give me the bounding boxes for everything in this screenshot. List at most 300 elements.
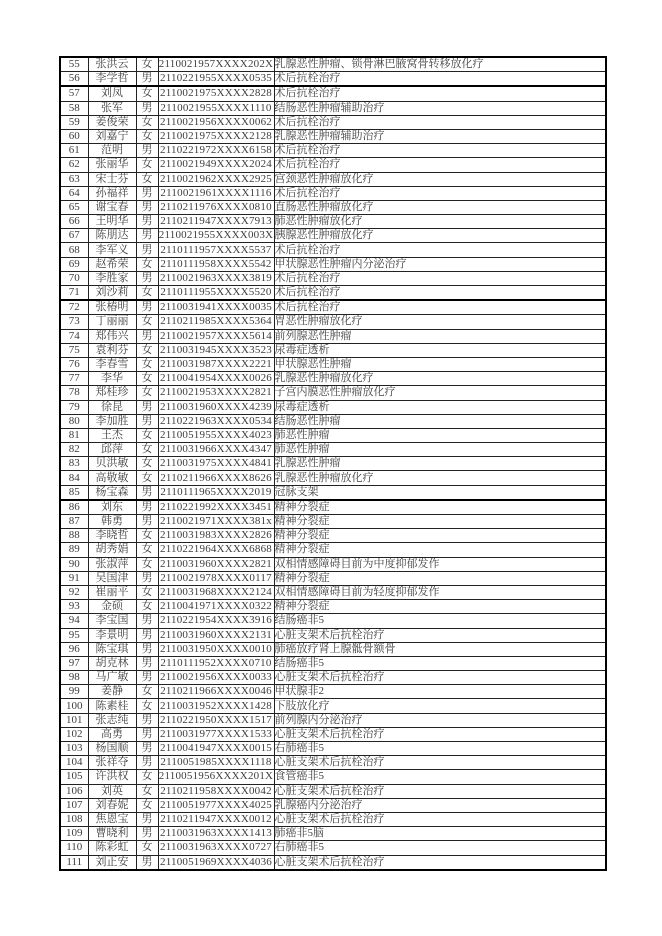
row-number-cell: 101	[60, 713, 88, 727]
row-number-cell: 76	[60, 357, 88, 371]
row-number-cell: 98	[60, 671, 88, 685]
row-number-cell: 109	[60, 827, 88, 841]
gender-cell: 男	[136, 756, 158, 770]
table-row	[60, 286, 606, 301]
treatment-cell: 术后抗栓治疗	[274, 186, 606, 200]
treatment-cell: 右肺癌非5	[274, 742, 606, 756]
treatment-cell: 术后抗栓治疗	[274, 115, 606, 129]
id-number-cell: 2110031963XXXX0727	[158, 841, 274, 855]
id-number-cell: 2110021963XXXX3819	[158, 271, 274, 285]
table-row	[60, 841, 606, 855]
id-number-cell: 2110031960XXXX2131	[158, 628, 274, 642]
id-number-cell: 2110041954XXXX0026	[158, 372, 274, 386]
table-row	[60, 86, 606, 101]
name-cell: 胡克林	[88, 656, 136, 670]
treatment-cell: 双相情感障碍目前为轻度抑郁发作	[274, 585, 606, 599]
table-row	[60, 784, 606, 798]
treatment-cell: 术后抗栓治疗	[274, 144, 606, 158]
treatment-cell: 心脏支架术后抗栓治疗	[274, 628, 606, 642]
id-number-cell: 2110221964XXXX6868	[158, 543, 274, 557]
gender-cell: 女	[136, 443, 158, 457]
name-cell: 刘嘉宁	[88, 129, 136, 143]
row-number-cell: 106	[60, 784, 88, 798]
name-cell: 陈朋达	[88, 229, 136, 243]
row-number-cell: 67	[60, 229, 88, 243]
name-cell: 贝洪敏	[88, 457, 136, 471]
row-number-cell: 89	[60, 543, 88, 557]
id-number-cell: 2110031945XXXX3523	[158, 343, 274, 357]
treatment-cell: 精神分裂症	[274, 543, 606, 557]
treatment-cell: 乳腺恶性肿瘤、锁骨淋巴腋窝骨转移放化疗	[274, 57, 606, 72]
gender-cell: 女	[136, 172, 158, 186]
treatment-cell: 结肠癌非5	[274, 614, 606, 628]
id-number-cell: 2110051969XXXX4036	[158, 855, 274, 870]
row-number-cell: 87	[60, 515, 88, 529]
row-number-cell: 82	[60, 443, 88, 457]
table-row	[60, 571, 606, 585]
row-number-cell: 69	[60, 257, 88, 271]
treatment-cell: 乳腺恶性肿瘤放化疗	[274, 372, 606, 386]
name-cell: 徐昆	[88, 400, 136, 414]
name-cell: 胡秀娟	[88, 543, 136, 557]
row-number-cell: 66	[60, 215, 88, 229]
gender-cell: 女	[136, 685, 158, 699]
name-cell: 刘英	[88, 784, 136, 798]
gender-cell: 男	[136, 400, 158, 414]
row-number-cell: 97	[60, 656, 88, 670]
treatment-cell: 胰腺恶性肿瘤放化疗	[274, 229, 606, 243]
name-cell: 宋士芬	[88, 172, 136, 186]
treatment-cell: 尿毒症透析	[274, 400, 606, 414]
row-number-cell: 68	[60, 243, 88, 257]
treatment-cell: 术后抗栓治疗	[274, 243, 606, 257]
id-number-cell: 2110211958XXXX0042	[158, 784, 274, 798]
table-row	[60, 685, 606, 699]
gender-cell: 男	[136, 855, 158, 870]
id-number-cell: 2110111958XXXX5542	[158, 257, 274, 271]
name-cell: 李春雪	[88, 357, 136, 371]
id-number-cell: 2110211947XXXX0012	[158, 812, 274, 826]
table-row	[60, 827, 606, 841]
name-cell: 孙福祥	[88, 186, 136, 200]
gender-cell: 男	[136, 300, 158, 315]
treatment-cell: 乳腺恶性肿瘤	[274, 457, 606, 471]
table-row	[60, 457, 606, 471]
treatment-cell: 甲状腺恶性肿瘤内分泌治疗	[274, 257, 606, 271]
row-number-cell: 100	[60, 699, 88, 713]
row-number-cell: 55	[60, 57, 88, 72]
treatment-cell: 甲状腺非2	[274, 685, 606, 699]
table-row	[60, 186, 606, 200]
row-number-cell: 83	[60, 457, 88, 471]
treatment-cell: 术后抗栓治疗	[274, 286, 606, 301]
treatment-cell: 精神分裂症	[274, 600, 606, 614]
id-number-cell: 2110021953XXXX2821	[158, 386, 274, 400]
treatment-cell: 结肠恶性肿瘤	[274, 414, 606, 428]
table-row	[60, 129, 606, 143]
row-number-cell: 57	[60, 86, 88, 101]
id-number-cell: 2110111952XXXX0710	[158, 656, 274, 670]
id-number-cell: 2110111957XXXX5537	[158, 243, 274, 257]
gender-cell: 男	[136, 72, 158, 87]
row-number-cell: 84	[60, 471, 88, 485]
table-row	[60, 642, 606, 656]
gender-cell: 女	[136, 471, 158, 485]
gender-cell: 男	[136, 186, 158, 200]
table-row	[60, 329, 606, 343]
id-number-cell: 2110031963XXXX1413	[158, 827, 274, 841]
table-row	[60, 357, 606, 371]
treatment-cell: 胃恶性肿瘤放化疗	[274, 315, 606, 329]
id-number-cell: 2110221954XXXX3916	[158, 614, 274, 628]
row-number-cell: 111	[60, 855, 88, 870]
gender-cell: 男	[136, 827, 158, 841]
treatment-cell: 心脏支架术后抗栓治疗	[274, 812, 606, 826]
table-row	[60, 300, 606, 315]
name-cell: 许洪权	[88, 770, 136, 784]
table-row	[60, 713, 606, 727]
name-cell: 李景明	[88, 628, 136, 642]
row-number-cell: 102	[60, 727, 88, 741]
id-number-cell: 2110051977XXXX4025	[158, 798, 274, 812]
table-row	[60, 543, 606, 557]
id-number-cell: 2110031950XXXX0010	[158, 642, 274, 656]
table-row	[60, 742, 606, 756]
gender-cell: 女	[136, 600, 158, 614]
id-number-cell: 2110221972XXXX6158	[158, 144, 274, 158]
table-body	[60, 57, 606, 870]
gender-cell: 女	[136, 158, 158, 172]
treatment-cell: 心脏支架术后抗栓治疗	[274, 727, 606, 741]
name-cell: 张军	[88, 101, 136, 115]
name-cell: 李晓哲	[88, 529, 136, 543]
name-cell: 姜俊荣	[88, 115, 136, 129]
row-number-cell: 61	[60, 144, 88, 158]
table-row	[60, 271, 606, 285]
table-row	[60, 315, 606, 329]
treatment-cell: 双相情感障碍目前为中度抑郁发作	[274, 557, 606, 571]
name-cell: 王明华	[88, 215, 136, 229]
name-cell: 陈彩虹	[88, 841, 136, 855]
treatment-cell: 术后抗栓治疗	[274, 86, 606, 101]
name-cell: 张淑萍	[88, 557, 136, 571]
id-number-cell: 2110021956XXXX0062	[158, 115, 274, 129]
name-cell: 张椿明	[88, 300, 136, 315]
gender-cell: 女	[136, 115, 158, 129]
treatment-cell: 心脏支架术后抗栓治疗	[274, 784, 606, 798]
name-cell: 邱萍	[88, 443, 136, 457]
gender-cell: 男	[136, 414, 158, 428]
row-number-cell: 96	[60, 642, 88, 656]
gender-cell: 女	[136, 343, 158, 357]
treatment-cell: 肺癌放疗肾上腺骶骨额骨	[274, 642, 606, 656]
id-number-cell: 2110111965XXXX2019	[158, 485, 274, 500]
name-cell: 刘凤	[88, 86, 136, 101]
table-row	[60, 158, 606, 172]
name-cell: 赵希荣	[88, 257, 136, 271]
treatment-cell: 心脏支架术后抗栓治疗	[274, 855, 606, 870]
row-number-cell: 77	[60, 372, 88, 386]
name-cell: 李加胜	[88, 414, 136, 428]
gender-cell: 女	[136, 543, 158, 557]
gender-cell: 男	[136, 485, 158, 500]
id-number-cell: 2110021971XXXX381x	[158, 515, 274, 529]
row-number-cell: 91	[60, 571, 88, 585]
patient-roster-table	[59, 56, 607, 871]
name-cell: 刘东	[88, 500, 136, 515]
gender-cell: 女	[136, 386, 158, 400]
row-number-cell: 59	[60, 115, 88, 129]
id-number-cell: 2110031987XXXX2221	[158, 357, 274, 371]
table-row	[60, 812, 606, 826]
gender-cell: 女	[136, 699, 158, 713]
gender-cell: 男	[136, 200, 158, 214]
id-number-cell: 2110051955XXXX4023	[158, 428, 274, 442]
table-row	[60, 770, 606, 784]
treatment-cell: 前列腺恶性肿瘤	[274, 329, 606, 343]
name-cell: 姜静	[88, 685, 136, 699]
id-number-cell: 2110031975XXXX4841	[158, 457, 274, 471]
treatment-cell: 尿毒症透析	[274, 343, 606, 357]
table-row	[60, 386, 606, 400]
table-row	[60, 428, 606, 442]
gender-cell: 女	[136, 557, 158, 571]
table-row	[60, 372, 606, 386]
row-number-cell: 104	[60, 756, 88, 770]
gender-cell: 男	[136, 656, 158, 670]
id-number-cell: 2110041947XXXX0015	[158, 742, 274, 756]
gender-cell: 男	[136, 243, 158, 257]
id-number-cell: 2110021975XXXX2828	[158, 86, 274, 101]
id-number-cell: 2110031968XXXX2124	[158, 585, 274, 599]
gender-cell: 男	[136, 642, 158, 656]
id-number-cell: 2110021975XXXX2128	[158, 129, 274, 143]
table-row	[60, 600, 606, 614]
row-number-cell: 93	[60, 600, 88, 614]
treatment-cell: 精神分裂症	[274, 515, 606, 529]
id-number-cell: 2110031960XXXX2821	[158, 557, 274, 571]
name-cell: 吴国津	[88, 571, 136, 585]
name-cell: 杨宝森	[88, 485, 136, 500]
gender-cell: 女	[136, 798, 158, 812]
treatment-cell: 乳腺恶性肿瘤辅助治疗	[274, 129, 606, 143]
id-number-cell: 2110021962XXXX2925	[158, 172, 274, 186]
gender-cell: 女	[136, 86, 158, 101]
id-number-cell: 2110021978XXXX0117	[158, 571, 274, 585]
name-cell: 李军义	[88, 243, 136, 257]
id-number-cell: 2110111955XXXX5520	[158, 286, 274, 301]
gender-cell: 女	[136, 841, 158, 855]
row-number-cell: 79	[60, 400, 88, 414]
treatment-cell: 术后抗栓治疗	[274, 158, 606, 172]
treatment-cell: 宫颈恶性肿瘤放化疗	[274, 172, 606, 186]
treatment-cell: 精神分裂症	[274, 571, 606, 585]
table-row	[60, 529, 606, 543]
row-number-cell: 80	[60, 414, 88, 428]
table-row	[60, 144, 606, 158]
id-number-cell: 2110031952XXXX1428	[158, 699, 274, 713]
id-number-cell: 2110021957XXXX5614	[158, 329, 274, 343]
row-number-cell: 62	[60, 158, 88, 172]
table-row	[60, 855, 606, 870]
gender-cell: 女	[136, 529, 158, 543]
table-row	[60, 115, 606, 129]
treatment-cell: 术后抗栓治疗	[274, 300, 606, 315]
name-cell: 范明	[88, 144, 136, 158]
row-number-cell: 105	[60, 770, 88, 784]
table-row	[60, 471, 606, 485]
gender-cell: 男	[136, 812, 158, 826]
row-number-cell: 99	[60, 685, 88, 699]
name-cell: 李宝国	[88, 614, 136, 628]
table-row	[60, 414, 606, 428]
treatment-cell: 结肠恶性肿瘤辅助治疗	[274, 101, 606, 115]
gender-cell: 女	[136, 257, 158, 271]
treatment-cell: 术后抗栓治疗	[274, 72, 606, 87]
row-number-cell: 88	[60, 529, 88, 543]
gender-cell: 女	[136, 372, 158, 386]
table-row	[60, 101, 606, 115]
row-number-cell: 63	[60, 172, 88, 186]
row-number-cell: 110	[60, 841, 88, 855]
row-number-cell: 78	[60, 386, 88, 400]
gender-cell: 女	[136, 770, 158, 784]
treatment-cell: 结肠癌非5	[274, 656, 606, 670]
gender-cell: 男	[136, 329, 158, 343]
id-number-cell: 2110211966XXXX8626	[158, 471, 274, 485]
treatment-cell: 直肠恶性肿瘤放化疗	[274, 200, 606, 214]
treatment-cell: 心脏支架术后抗栓治疗	[274, 756, 606, 770]
table-row	[60, 585, 606, 599]
gender-cell: 男	[136, 571, 158, 585]
treatment-cell: 术后抗栓治疗	[274, 271, 606, 285]
id-number-cell: 2110031983XXXX2826	[158, 529, 274, 543]
gender-cell: 男	[136, 215, 158, 229]
row-number-cell: 72	[60, 300, 88, 315]
name-cell: 李华	[88, 372, 136, 386]
row-number-cell: 94	[60, 614, 88, 628]
id-number-cell: 2110031941XXXX0035	[158, 300, 274, 315]
table-row	[60, 628, 606, 642]
id-number-cell: 2110221992XXXX3451	[158, 500, 274, 515]
name-cell: 刘沙莉	[88, 286, 136, 301]
id-number-cell: 2110031966XXXX4347	[158, 443, 274, 457]
name-cell: 张志纯	[88, 713, 136, 727]
gender-cell: 男	[136, 271, 158, 285]
row-number-cell: 81	[60, 428, 88, 442]
row-number-cell: 75	[60, 343, 88, 357]
id-number-cell: 2110221963XXXX0534	[158, 414, 274, 428]
table-row	[60, 557, 606, 571]
treatment-cell: 前列腺内分泌治疗	[274, 713, 606, 727]
table-row	[60, 699, 606, 713]
id-number-cell: 2110021949XXXX2024	[158, 158, 274, 172]
id-number-cell: 2110211966XXXX0046	[158, 685, 274, 699]
table-row	[60, 485, 606, 500]
name-cell: 李胜家	[88, 271, 136, 285]
name-cell: 刘春妮	[88, 798, 136, 812]
table-row	[60, 400, 606, 414]
gender-cell: 男	[136, 671, 158, 685]
id-number-cell: 2110051985XXXX1118	[158, 756, 274, 770]
row-number-cell: 85	[60, 485, 88, 500]
table-row	[60, 257, 606, 271]
table-row	[60, 500, 606, 515]
name-cell: 马广敏	[88, 671, 136, 685]
name-cell: 金硕	[88, 600, 136, 614]
name-cell: 郑桂珍	[88, 386, 136, 400]
name-cell: 韩勇	[88, 515, 136, 529]
name-cell: 李学哲	[88, 72, 136, 87]
gender-cell: 男	[136, 628, 158, 642]
id-number-cell: 2110221955XXXX0535	[158, 72, 274, 87]
table-row	[60, 798, 606, 812]
treatment-cell: 右肺癌非5	[274, 841, 606, 855]
name-cell: 张祥夺	[88, 756, 136, 770]
id-number-cell: 2110031960XXXX4239	[158, 400, 274, 414]
row-number-cell: 70	[60, 271, 88, 285]
table-row	[60, 515, 606, 529]
name-cell: 袁利芬	[88, 343, 136, 357]
treatment-cell: 乳腺癌内分泌治疗	[274, 798, 606, 812]
table-row	[60, 72, 606, 87]
name-cell: 丁丽丽	[88, 315, 136, 329]
table-row	[60, 614, 606, 628]
gender-cell: 男	[136, 229, 158, 243]
id-number-cell: 2110041971XXXX0322	[158, 600, 274, 614]
treatment-cell: 肺恶性肿瘤	[274, 443, 606, 457]
gender-cell: 女	[136, 129, 158, 143]
name-cell: 陈宝琪	[88, 642, 136, 656]
gender-cell: 男	[136, 727, 158, 741]
treatment-cell: 子宫内膜恶性肿瘤放化疗	[274, 386, 606, 400]
id-number-cell: 2110021961XXXX1116	[158, 186, 274, 200]
row-number-cell: 107	[60, 798, 88, 812]
name-cell: 张丽华	[88, 158, 136, 172]
gender-cell: 女	[136, 457, 158, 471]
row-number-cell: 60	[60, 129, 88, 143]
name-cell: 高敬敏	[88, 471, 136, 485]
gender-cell: 男	[136, 742, 158, 756]
table-row	[60, 172, 606, 186]
treatment-cell: 食管癌非5	[274, 770, 606, 784]
treatment-cell: 精神分裂症	[274, 500, 606, 515]
row-number-cell: 86	[60, 500, 88, 515]
table-row	[60, 243, 606, 257]
name-cell: 王杰	[88, 428, 136, 442]
id-number-cell: 2110021955XXXX003X	[158, 229, 274, 242]
gender-cell: 男	[136, 144, 158, 158]
row-number-cell: 56	[60, 72, 88, 87]
gender-cell: 男	[136, 614, 158, 628]
row-number-cell: 74	[60, 329, 88, 343]
treatment-cell: 冠脉支架	[274, 485, 606, 500]
treatment-cell: 心脏支架术后抗栓治疗	[274, 671, 606, 685]
row-number-cell: 65	[60, 200, 88, 214]
treatment-cell: 肺恶性肿瘤放化疗	[274, 215, 606, 229]
table-row	[60, 200, 606, 214]
gender-cell: 女	[136, 428, 158, 442]
table-row	[60, 727, 606, 741]
name-cell: 崔丽平	[88, 585, 136, 599]
name-cell: 杨国顺	[88, 742, 136, 756]
row-number-cell: 71	[60, 286, 88, 301]
id-number-cell: 2110031977XXXX1533	[158, 727, 274, 741]
name-cell: 曹晓利	[88, 827, 136, 841]
table-row	[60, 671, 606, 685]
id-number-cell: 2110021956XXXX0033	[158, 671, 274, 685]
table-row	[60, 343, 606, 357]
